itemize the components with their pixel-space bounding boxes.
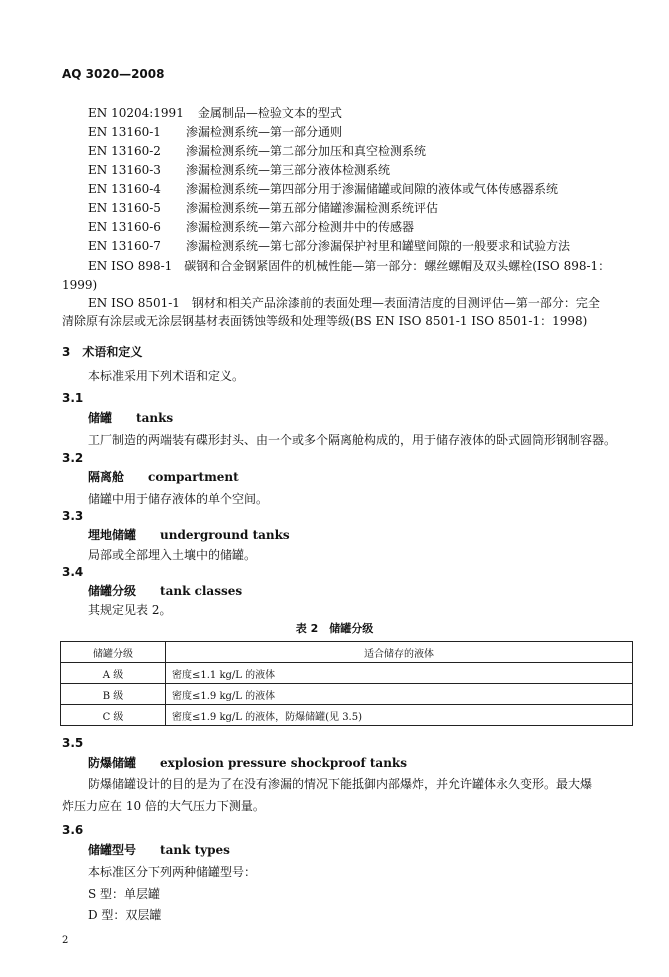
ref-code: EN 13160-3 xyxy=(88,163,161,177)
ref-title: 渗漏检测系统—第四部分 xyxy=(186,182,319,196)
ref-subtitle: 用于渗漏储罐或间隙的液体或气体传感器系统 xyxy=(318,182,559,196)
table-cell: C 级 xyxy=(61,705,166,726)
tank-type-s: S 型：单层罐 xyxy=(88,887,161,901)
ref-code: EN 13160-1 xyxy=(88,125,161,139)
ref-subtitle: 渗漏保护衬里和罐壁间隙的一般要求和试验方法 xyxy=(318,239,571,253)
term-number: 3.6 xyxy=(62,823,84,837)
section-intro: 本标准采用下列术语和定义。 xyxy=(88,369,245,383)
ref-code: EN 13160-6 xyxy=(88,220,161,234)
term-definition: 本标准区分下列两种储罐型号： xyxy=(88,865,257,879)
term-definition: 其规定见表 2。 xyxy=(88,603,172,617)
term-number: 3.5 xyxy=(62,736,84,750)
term-heading xyxy=(88,469,239,485)
term-zh: 储罐型号 xyxy=(88,843,137,857)
ref-subtitle: 液体检测系统 xyxy=(318,163,391,177)
table-row xyxy=(61,663,633,684)
table-row xyxy=(61,705,633,726)
table-header-row xyxy=(61,642,633,663)
table-caption: 表 2 储罐分级 xyxy=(295,622,374,635)
term-heading xyxy=(88,527,290,543)
ref-item xyxy=(88,181,558,197)
ref-subtitle: 加压和真空检测系统 xyxy=(318,144,427,158)
term-number: 3.2 xyxy=(62,451,84,465)
term-definition-cont: 炸压力应在 10 倍的大气压力下测量。 xyxy=(62,799,265,813)
section-heading xyxy=(62,344,142,360)
ref-item xyxy=(88,219,414,235)
ref-iso8501-line2: 清除原有涂层或无涂层钢基材表面锈蚀等级和处理等级(BS EN ISO 8501-1 ISO 8501-1：1998) xyxy=(62,314,588,328)
ref-title: 渗漏检测系统—第二部分 xyxy=(186,144,319,158)
term-definition: 储罐中用于储存液体的单个空间。 xyxy=(88,492,269,506)
term-definition: 防爆储罐设计的目的是为了在没有渗漏的情况下能抵御内部爆炸，并允许罐体永久变形。最大爆 xyxy=(88,777,593,791)
table-cell: 密度≤1.9 kg/L 的液体 xyxy=(166,684,633,705)
term-number: 3.3 xyxy=(62,509,84,523)
ref-title: 渗漏检测系统—第三部分 xyxy=(186,163,319,177)
table-cell: 密度≤1.1 kg/L 的液体 xyxy=(166,663,633,684)
term-definition: 工厂制造的两端装有碟形封头、由一个或多个隔离舱构成的，用于储存液体的卧式圆筒形钢制容器。 xyxy=(88,433,617,447)
term-zh: 储罐分级 xyxy=(88,584,137,598)
ref-title: 渗漏检测系统—第七部分 xyxy=(186,239,319,253)
ref-title: 渗漏检测系统—第一部分 xyxy=(186,125,319,139)
term-heading xyxy=(88,842,230,858)
term-number: 3.1 xyxy=(62,391,84,405)
standard-header: AQ 3020—2008 xyxy=(62,67,165,81)
ref-code: EN 13160-5 xyxy=(88,201,161,215)
term-definition: 局部或全部埋入土壤中的储罐。 xyxy=(88,548,257,562)
ref-item xyxy=(88,162,390,178)
term-heading xyxy=(88,583,242,599)
ref-code: EN 10204:1991 xyxy=(88,106,184,120)
term-zh: 隔离舱 xyxy=(88,470,125,484)
tank-classes-table xyxy=(60,641,633,726)
term-en: tanks xyxy=(136,411,174,425)
ref-iso8501-line1: EN ISO 8501-1 钢材和相关产品涂漆前的表面处理—表面清洁度的目测评估—第一部分：完全 xyxy=(88,296,600,310)
term-zh: 储罐 xyxy=(88,411,113,425)
ref-item xyxy=(88,124,342,140)
term-en: tank types xyxy=(160,843,230,857)
ref-title: 渗漏检测系统—第六部分 xyxy=(186,220,319,234)
section-title: 术语和定义 xyxy=(82,345,143,359)
term-en: explosion pressure shockproof tanks xyxy=(160,756,407,770)
term-en: underground tanks xyxy=(160,528,290,542)
ref-subtitle: 检测井中的传感器 xyxy=(318,220,415,234)
ref-code: EN 13160-4 xyxy=(88,182,161,196)
ref-item xyxy=(88,200,438,216)
term-en: tank classes xyxy=(160,584,243,598)
ref-iso898-line1: EN ISO 898-1 碳钢和合金钢紧固件的机械性能—第一部分：螺丝螺帽及双头螺栓(ISO 898-1： xyxy=(88,259,611,273)
column-header: 储罐分级 xyxy=(61,642,166,663)
ref-item xyxy=(88,143,426,159)
ref-iso898-line2: 1999) xyxy=(62,278,98,292)
column-header: 适合储存的液体 xyxy=(166,642,633,663)
table-cell: B 级 xyxy=(61,684,166,705)
term-heading xyxy=(88,755,407,771)
ref-en10204 xyxy=(88,105,342,121)
table-cell: 密度≤1.9 kg/L 的液体，防爆储罐(见 3.5) xyxy=(166,705,633,726)
term-zh: 埋地储罐 xyxy=(88,528,137,542)
ref-code: EN 13160-2 xyxy=(88,144,161,158)
ref-title: 金属制品—检验文本的型式 xyxy=(197,106,342,120)
ref-item xyxy=(88,238,570,254)
term-zh: 防爆储罐 xyxy=(88,756,137,770)
term-number: 3.4 xyxy=(62,565,84,579)
section-number: 3 xyxy=(62,345,71,359)
page-number: 2 xyxy=(62,935,69,946)
ref-code: EN 13160-7 xyxy=(88,239,161,253)
table-row xyxy=(61,684,633,705)
ref-title: 渗漏检测系统—第五部分 xyxy=(186,201,319,215)
ref-subtitle: 储罐渗漏检测系统评估 xyxy=(318,201,439,215)
term-en: compartment xyxy=(148,470,239,484)
term-heading xyxy=(88,410,173,426)
tank-type-d: D 型：双层罐 xyxy=(88,908,162,922)
ref-subtitle: 通则 xyxy=(318,125,343,139)
table-cell: A 级 xyxy=(61,663,166,684)
